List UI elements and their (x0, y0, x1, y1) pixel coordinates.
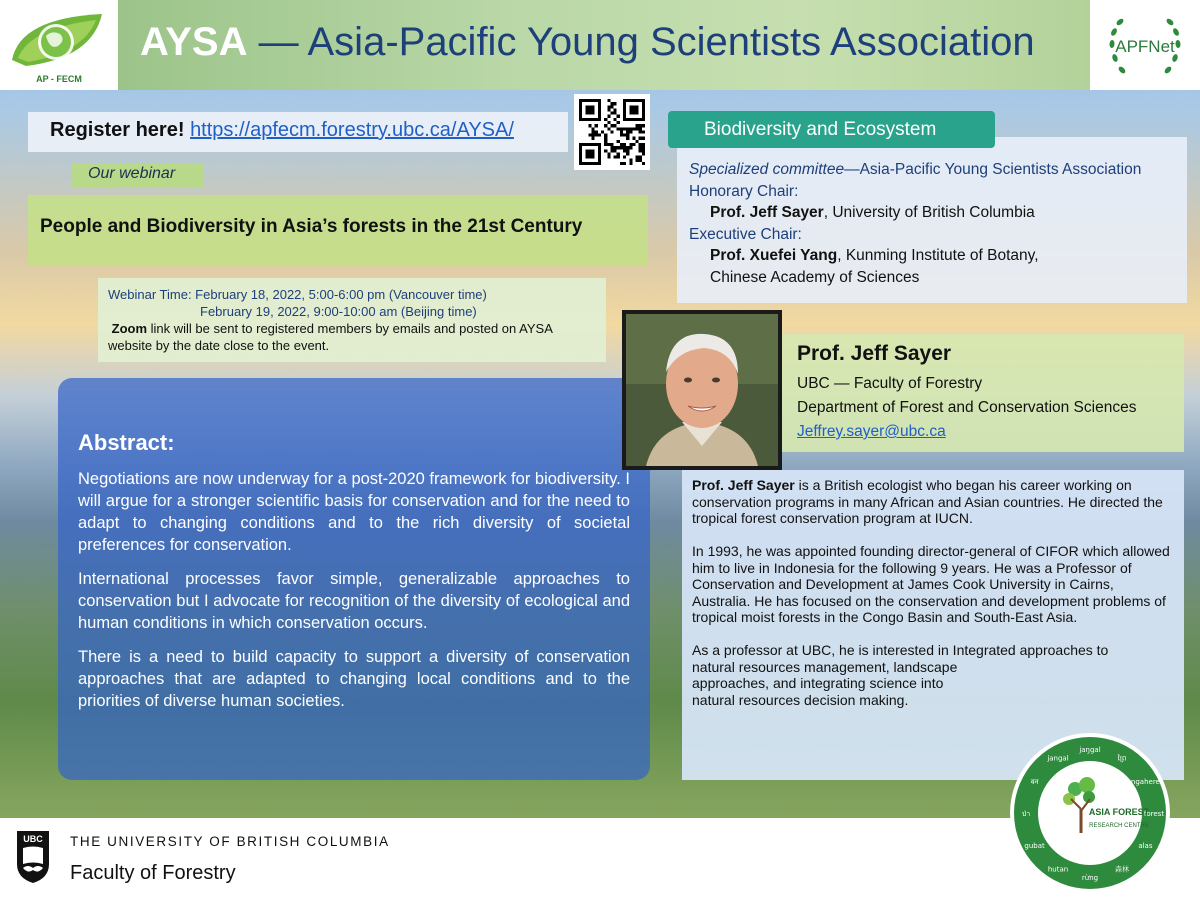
speaker-name: Prof. Jeff Sayer (797, 342, 952, 365)
seal-ring-word: forest (1143, 810, 1165, 818)
university-name: THE UNIVERSITY OF BRITISH COLUMBIA (70, 834, 390, 849)
abstract-heading: Abstract: (78, 430, 175, 455)
zoom-note-text: link will be sent to registered members by emails and posted on AYSA website by the date close to the event. (108, 321, 553, 353)
honorary-chair (689, 202, 1187, 224)
executive-chair-name: Prof. Xuefei Yang (710, 247, 838, 264)
seal-ring-word: 森林 (1115, 865, 1129, 874)
register-link[interactable]: https://apfecm.forestry.ubc.ca/AYSA/ (190, 119, 514, 141)
qr-code[interactable] (574, 94, 650, 170)
bio-paragraph-1 (692, 477, 1174, 527)
ubc-crest-text: UBC (23, 834, 43, 844)
speaker-email-link[interactable]: Jeffrey.sayer@ubc.ca (797, 423, 946, 440)
bio-speaker-name: Prof. Jeff Sayer (692, 477, 795, 493)
speaker-info (782, 334, 1184, 452)
honorary-chair-label: Honorary Chair: (689, 182, 799, 200)
title-text: Asia-Pacific Young Scientists Association (307, 20, 1035, 64)
ap-fecm-logo (0, 0, 118, 90)
apfnet-logo-text: APFNet (1115, 37, 1175, 56)
abstract-paragraph: International processes favor simple, generalizable approaches to conservation but I advocate for recognition of the diversity of ecological and human conditions in which conservation occurs. (78, 570, 630, 632)
committee-subtitle (689, 151, 1187, 181)
title-dash: — (247, 20, 308, 64)
register-label: Register here! (50, 119, 185, 141)
webinar-time-line2: February 19, 2022, 9:00-10:00 am (Beijing time) (200, 304, 477, 319)
webinar-time-box (98, 278, 606, 362)
bio-paragraph-3 (692, 642, 1174, 708)
bio-p3-line: As a professor at UBC, he is interested in Integrated approaches to (692, 642, 1109, 658)
webinar-tag: Our webinar (72, 163, 204, 187)
zoom-word: Zoom (111, 321, 148, 336)
ubc-crest-icon (16, 830, 50, 884)
speaker-affiliation: UBC — Faculty of Forestry (797, 375, 983, 392)
webinar-time-line1: Webinar Time: February 18, 2022, 5:00-6:00 pm (Vancouver time) (108, 287, 487, 302)
executive-chair-affil-line2: Chinese Academy of Sciences (710, 268, 920, 286)
ap-fecm-logo-text: AP - FECM (36, 74, 82, 84)
seal-name-line1: ASIA FOREST (1088, 807, 1150, 817)
bio-paragraph-1-text: is a British ecologist who began his career working on conservation programs in many African and Asian countries. He directed the tropical forest conservation program at IUCN. (692, 477, 1163, 526)
asia-forest-research-centre-seal (995, 731, 1185, 896)
seal-ring-word: rừng (1081, 874, 1099, 882)
apfnet-wreath-icon (1090, 0, 1200, 90)
seal-ring-word: ngahere (1130, 778, 1160, 786)
bio-p3-line: natural resources management, landscape (692, 658, 958, 675)
qr-code-icon (579, 99, 645, 165)
committee-subtitle-rest: —Asia-Pacific Young Scientists Association (844, 161, 1142, 178)
executive-chair-label: Executive Chair: (689, 225, 802, 243)
apfnet-logo (1090, 0, 1200, 90)
bio-p3-line: natural resources decision making. (692, 691, 909, 708)
bio-paragraph-2: In 1993, he was appointed founding director-general of CIFOR which allowed him to live in Indonesia for the following 9 years. He was a Professor of Conservation and Development at James Cook University in Cairns, Australia. He has focused on the conservation and development problems of tropical moist forests in the Congo Basin and South-East Asia. (692, 543, 1170, 625)
speaker-department: Department of Forest and Conservation Sciences (797, 399, 1137, 416)
register-box (28, 112, 568, 152)
seal-ring-word: gubat (1024, 842, 1045, 850)
abstract-paragraph: There is a need to build capacity to support a diversity of conservation approaches that are adapted to changing local conditions and to the priorities of diverse human societies. (78, 648, 630, 710)
talk-title: People and Biodiversity in Asia’s forests in the 21st Century (28, 195, 648, 265)
seal-ring-word: ป่า (1021, 810, 1031, 818)
seal-ring-word: वन (1030, 778, 1039, 786)
seal-ring-word: alas (1138, 842, 1153, 850)
zoom-note (108, 320, 596, 354)
title-acronym: AYSA (140, 20, 248, 64)
forest-seal-icon (995, 731, 1185, 896)
committee-subtitle-italic: Specialized committee (689, 161, 845, 178)
ap-fecm-leaf-icon (0, 0, 118, 90)
seal-ring-word: ព្រៃ (1117, 754, 1127, 763)
seal-ring-word: jangal (1047, 754, 1069, 763)
honorary-chair-affil: , University of British Columbia (823, 204, 1035, 221)
speaker-photo (622, 310, 782, 470)
abstract-panel (58, 378, 650, 780)
seal-ring-word: jaŋgal (1079, 746, 1101, 754)
seal-ring-word: hutan (1047, 865, 1069, 874)
speaker-portrait-icon (626, 314, 778, 466)
bio-p3-line: approaches, and integrating science into (692, 675, 944, 691)
committee-panel (677, 137, 1187, 303)
committee-tag: Biodiversity and Ecosystem (668, 111, 995, 148)
honorary-chair-name: Prof. Jeff Sayer (710, 204, 824, 221)
abstract-paragraph: Negotiations are now underway for a post-2020 framework for biodiversity. I will argue for a stronger scientific basis for conservation and for the need to adapt to changing conditions and to the rich diversity of societal preferences for conservation. (78, 470, 630, 554)
executive-chair-affil: , Kunming Institute of Botany, (837, 247, 1039, 264)
ubc-crest-logo (16, 830, 50, 884)
faculty-name: Faculty of Forestry (70, 862, 236, 884)
seal-name-line2: RESEARCH CENTRE (1089, 823, 1149, 829)
abstract-body (78, 468, 630, 724)
page-title (140, 20, 1035, 65)
executive-chair (689, 245, 1187, 267)
